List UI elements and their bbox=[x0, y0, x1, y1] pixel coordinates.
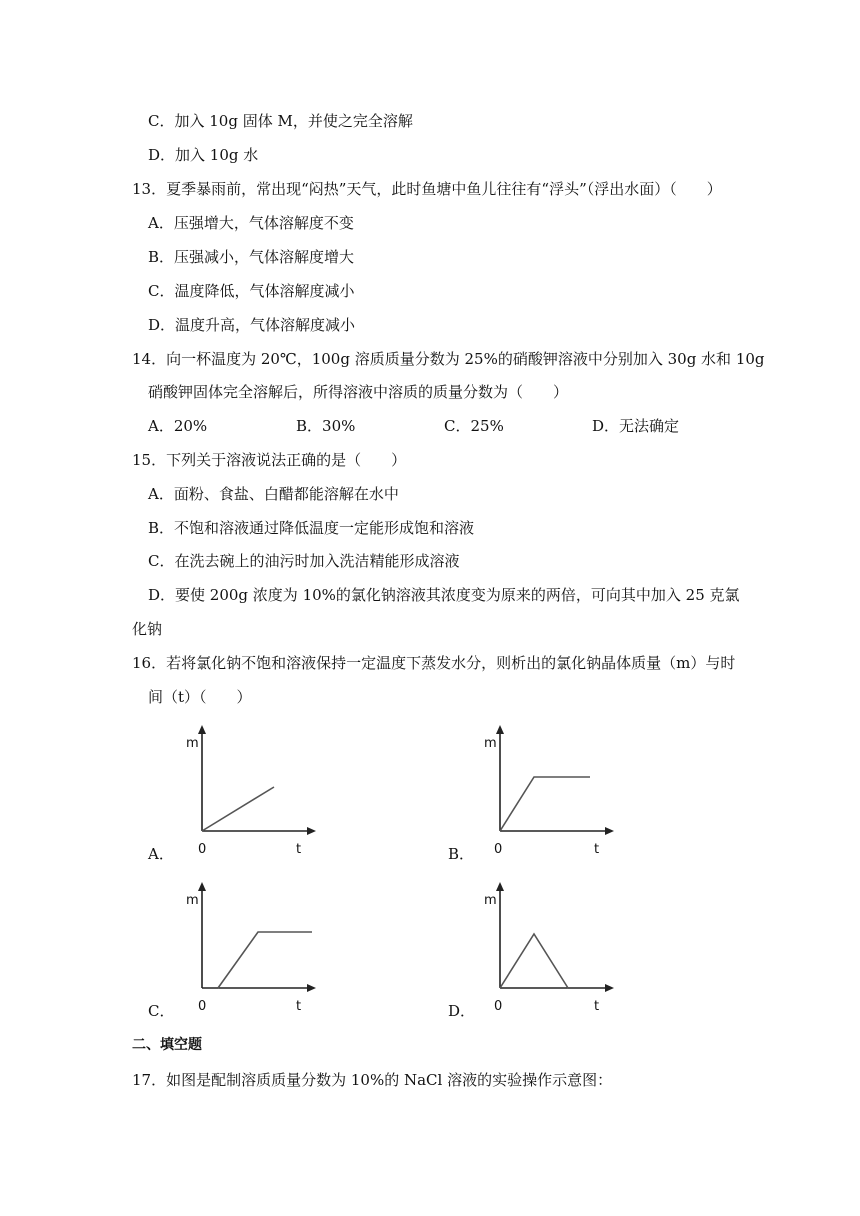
q16-stem-line1: 16．若将氯化钠不饱和溶液保持一定温度下蒸发水分，则析出的氯化钠晶体质量（m）与时 bbox=[132, 654, 736, 672]
q13-option-a: A．压强增大，气体溶解度不变 bbox=[148, 214, 354, 232]
q16-graph-a-label: A． bbox=[148, 845, 174, 863]
q16-graph-a-x-axis-label: t bbox=[296, 842, 302, 857]
q13-stem: 13．夏季暴雨前，常出现“闷热”天气，此时鱼塘中鱼儿往往有“浮头”（浮出水面）（ ） bbox=[132, 180, 722, 198]
q16-graph-b-y-axis-label: m bbox=[484, 736, 497, 751]
q16-graph-a bbox=[178, 725, 318, 865]
q14-option-b: B．30% bbox=[296, 417, 356, 435]
q16-graph-d-origin-label: 0 bbox=[494, 999, 503, 1014]
q16-graph-c-y-axis-label: m bbox=[186, 893, 199, 908]
q16-graph-a-origin-label: 0 bbox=[198, 842, 207, 857]
q15-option-d-continued: 化钠 bbox=[132, 620, 163, 638]
q16-graph-a-y-axis-label: m bbox=[186, 736, 199, 751]
q13-option-d: D．温度升高，气体溶解度减小 bbox=[148, 316, 356, 334]
q16-graph-c bbox=[178, 882, 318, 1022]
q13-option-c: C．温度降低，气体溶解度减小 bbox=[148, 282, 355, 300]
q16-graph-d bbox=[476, 882, 616, 1022]
q13-option-b: B．压强减小，气体溶解度增大 bbox=[148, 248, 355, 266]
q15-option-d: D．要使 200g 浓度为 10%的氯化钠溶液其浓度变为原来的两倍，可向其中加入 25 克氯 bbox=[148, 586, 740, 604]
q16-graph-b-origin-label: 0 bbox=[494, 842, 503, 857]
q15-stem: 15．下列关于溶液说法正确的是（ ） bbox=[132, 451, 407, 469]
q12-option-d: D．加入 10g 水 bbox=[148, 146, 259, 164]
q16-graph-d-x-axis-label: t bbox=[594, 999, 600, 1014]
q14-option-a: A．20% bbox=[148, 417, 208, 435]
q16-graph-b-x-axis-label: t bbox=[594, 842, 600, 857]
q16-graph-b-label: B． bbox=[448, 845, 475, 863]
q16-graph-d-y-axis-label: m bbox=[484, 893, 497, 908]
q14-stem-line1: 14．向一杯温度为 20℃，100g 溶质质量分数为 25%的硝酸钾溶液中分别加入 30g 水和 10g bbox=[132, 350, 765, 368]
q16-graph-c-x-axis-label: t bbox=[296, 999, 302, 1014]
q16-graph-c-origin-label: 0 bbox=[198, 999, 207, 1014]
q14-stem-line2: 硝酸钾固体完全溶解后，所得溶液中溶质的质量分数为（ ） bbox=[148, 383, 569, 401]
q16-graph-d-label: D． bbox=[448, 1002, 476, 1020]
q15-option-a: A．面粉、食盐、白醋都能溶解在水中 bbox=[148, 485, 399, 503]
q17-stem: 17．如图是配制溶质质量分数为 10%的 NaCl 溶液的实验操作示意图： bbox=[132, 1071, 613, 1089]
q12-option-c: C．加入 10g 固体 M，并使之完全溶解 bbox=[148, 112, 413, 130]
q16-graph-c-label: C． bbox=[148, 1002, 175, 1020]
q14-option-c: C．25% bbox=[444, 417, 504, 435]
q16-stem-line2: 间（t）（ ） bbox=[148, 688, 252, 706]
q14-option-d: D．无法确定 bbox=[592, 417, 680, 435]
q15-option-b: B．不饱和溶液通过降低温度一定能形成饱和溶液 bbox=[148, 519, 475, 537]
q15-option-c: C．在洗去碗上的油污时加入洗洁精能形成溶液 bbox=[148, 552, 460, 570]
q16-graph-b bbox=[476, 725, 616, 865]
section-title-fill-in: 二、填空题 bbox=[132, 1037, 202, 1053]
q14-options bbox=[0, 416, 860, 436]
